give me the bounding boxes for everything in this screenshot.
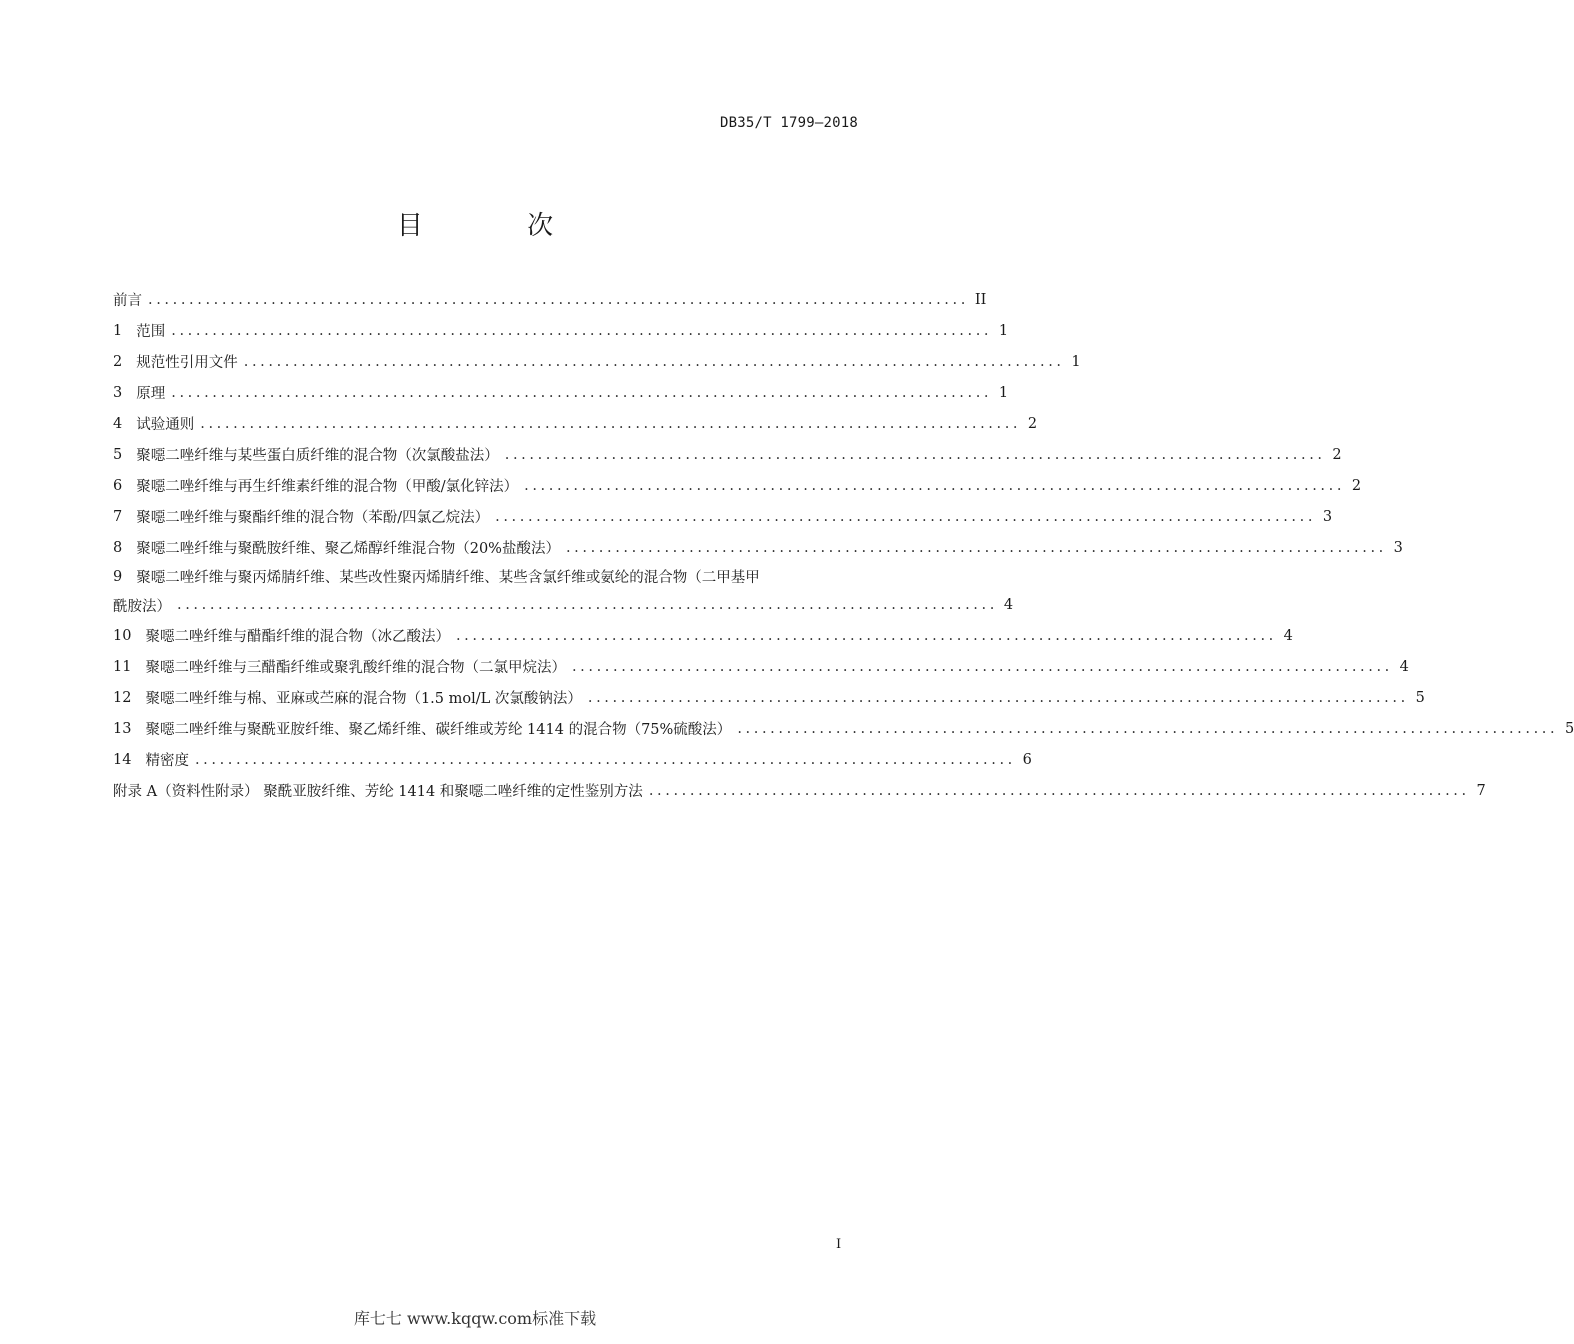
toc-page: 2 bbox=[1351, 477, 1362, 494]
toc-label: 聚噁二唑纤维与棉、亚麻或苎麻的混合物（1.5 mol/L 次氯酸钠法） bbox=[145, 691, 582, 707]
toc-page: 2 bbox=[1332, 446, 1342, 463]
toc-num: 5 bbox=[113, 446, 123, 463]
footer-watermark: 库七七 www.kqqw.com标准下载 bbox=[353, 1309, 597, 1328]
table-of-contents bbox=[113, 284, 1574, 806]
toc-leader: .................................................................................................... bbox=[200, 415, 1022, 432]
toc-page: 1 bbox=[1071, 353, 1081, 370]
toc-leader: .................................................................................................... bbox=[648, 782, 1470, 799]
toc-label: 范围 bbox=[136, 324, 166, 340]
toc-leader: .................................................................................................... bbox=[171, 322, 993, 339]
toc-label: 聚噁二唑纤维与再生纤维素纤维的混合物（甲酸/氯化锌法） bbox=[136, 479, 519, 495]
toc-page: 4 bbox=[1399, 658, 1409, 675]
page-number: I bbox=[836, 1237, 842, 1252]
toc-entry-13[interactable] bbox=[113, 713, 1574, 744]
toc-leader: .................................................................................................... bbox=[243, 353, 1065, 370]
toc-leader: .................................................................................................... bbox=[177, 597, 998, 613]
toc-leader: .................................................................................................... bbox=[587, 689, 1409, 706]
page-title: 目 次 bbox=[396, 211, 602, 241]
toc-entry-9[interactable] bbox=[113, 563, 1014, 620]
toc-num: 2 bbox=[113, 353, 123, 370]
toc-entry-3[interactable] bbox=[113, 377, 1009, 408]
toc-leader: .................................................................................................... bbox=[504, 446, 1326, 463]
toc-label: 试验通则 bbox=[136, 417, 195, 433]
toc-leader: .................................................................................................... bbox=[171, 384, 993, 401]
toc-label: 聚噁二唑纤维与醋酯纤维的混合物（冰乙酸法） bbox=[145, 629, 450, 645]
toc-leader: .................................................................................................... bbox=[194, 751, 1016, 768]
toc-leader: .................................................................................................... bbox=[148, 291, 969, 308]
toc-label: 精密度 bbox=[145, 753, 189, 769]
toc-entry-5[interactable] bbox=[113, 439, 1342, 470]
toc-page: 5 bbox=[1565, 720, 1574, 737]
toc-label: 聚噁二唑纤维与聚丙烯腈纤维、某些改性聚丙烯腈纤维、某些含氯纤维或氨纶的混合物（二甲基甲 bbox=[136, 570, 760, 586]
toc-page: 4 bbox=[1283, 627, 1293, 644]
toc-leader: .................................................................................................... bbox=[524, 477, 1346, 494]
toc-label: 规范性引用文件 bbox=[136, 355, 238, 371]
toc-num: 1 bbox=[113, 322, 123, 339]
toc-label: 聚噁二唑纤维与聚酰亚胺纤维、聚乙烯纤维、碳纤维或芳纶 1414 的混合物（75%硫酸法） bbox=[145, 722, 732, 738]
toc-leader: .................................................................................................... bbox=[565, 539, 1387, 556]
toc-page: 4 bbox=[1003, 597, 1014, 613]
toc-label-continuation: 酰胺法） bbox=[113, 598, 171, 615]
toc-num: 10 bbox=[113, 627, 132, 644]
toc-num: 4 bbox=[113, 415, 123, 432]
toc-num: 8 bbox=[113, 539, 123, 556]
toc-entry-annex-a[interactable] bbox=[113, 775, 1486, 806]
toc-num: 3 bbox=[113, 384, 123, 401]
toc-entry-4[interactable] bbox=[113, 408, 1038, 439]
standard-code: DB35/T 1799—2018 bbox=[719, 115, 858, 131]
toc-page: 7 bbox=[1476, 782, 1486, 799]
toc-entry-2[interactable] bbox=[113, 346, 1081, 377]
toc-num: 6 bbox=[113, 477, 123, 494]
toc-entry-14[interactable] bbox=[113, 744, 1032, 775]
toc-num: 11 bbox=[113, 658, 132, 675]
toc-num: 14 bbox=[113, 751, 132, 768]
toc-entry-7[interactable] bbox=[113, 501, 1333, 532]
toc-page: 1 bbox=[998, 384, 1009, 401]
toc-entry-6[interactable] bbox=[113, 470, 1362, 501]
toc-page: 3 bbox=[1393, 539, 1403, 556]
toc-label: 前言 bbox=[113, 293, 142, 309]
toc-label: 附录 A（资料性附录） 聚酰亚胺纤维、芳纶 1414 和聚噁二唑纤维的定性鉴别方法 bbox=[113, 784, 643, 800]
toc-page: II bbox=[974, 291, 987, 308]
toc-leader: .................................................................................................... bbox=[737, 720, 1559, 737]
toc-label: 聚噁二唑纤维与三醋酯纤维或聚乳酸纤维的混合物（二氯甲烷法） bbox=[145, 660, 566, 676]
toc-leader: .................................................................................................... bbox=[495, 508, 1317, 525]
toc-leader: .................................................................................................... bbox=[571, 658, 1393, 675]
toc-entry-8[interactable] bbox=[113, 532, 1403, 563]
toc-entry-1[interactable] bbox=[113, 315, 1009, 346]
toc-leader: .................................................................................................... bbox=[455, 627, 1277, 644]
toc-num: 9 bbox=[113, 568, 123, 585]
toc-num: 7 bbox=[113, 508, 123, 525]
toc-num: 12 bbox=[113, 689, 132, 706]
toc-entry-12[interactable] bbox=[113, 682, 1425, 713]
toc-label: 聚噁二唑纤维与某些蛋白质纤维的混合物（次氯酸盐法） bbox=[136, 448, 499, 464]
toc-entry-foreword[interactable] bbox=[113, 284, 987, 315]
toc-page: 2 bbox=[1027, 415, 1038, 432]
toc-entry-10[interactable] bbox=[113, 620, 1293, 651]
toc-label: 聚噁二唑纤维与聚酯纤维的混合物（苯酚/四氯乙烷法） bbox=[136, 510, 490, 526]
toc-page: 6 bbox=[1022, 751, 1032, 768]
toc-entry-11[interactable] bbox=[113, 651, 1409, 682]
toc-page: 1 bbox=[998, 322, 1009, 339]
toc-page: 3 bbox=[1322, 508, 1333, 525]
toc-label: 原理 bbox=[136, 386, 166, 402]
toc-num: 13 bbox=[113, 720, 132, 737]
toc-page: 5 bbox=[1415, 689, 1425, 706]
toc-label: 聚噁二唑纤维与聚酰胺纤维、聚乙烯醇纤维混合物（20%盐酸法） bbox=[136, 541, 560, 557]
